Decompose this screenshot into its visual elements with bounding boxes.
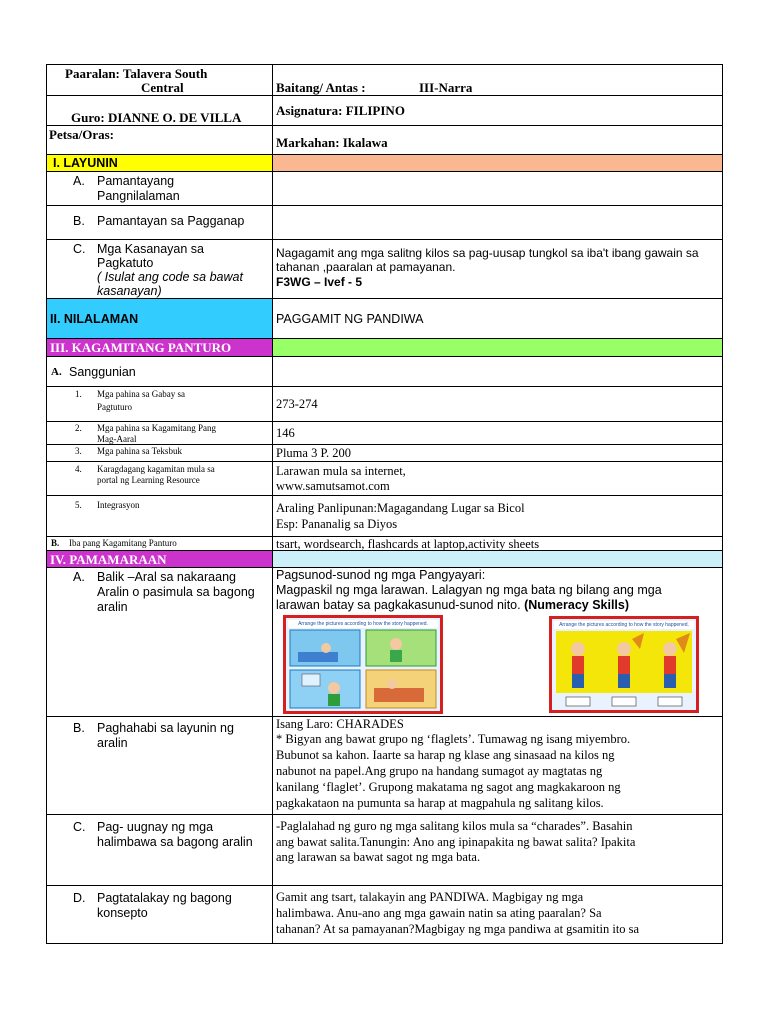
school-line1: Paaralan: Talavera South (65, 66, 208, 81)
sanggunian-mark: A. (51, 366, 62, 378)
layunin-c-line3: ( Isulat ang code sa bawat (97, 270, 243, 284)
layunin-c-value-line2: tahanan ,paaralan at pamayanan. (276, 260, 456, 274)
row-teacher (46, 95, 723, 125)
layunin-c-mark: C. (73, 242, 86, 256)
ref-5-label: Integrasyon (97, 500, 140, 510)
pag-uugnay-value-line3: ang larawan sa bawat sagot ng mga bata. (276, 850, 481, 864)
ref-4-label-line2: portal ng Learning Resource (97, 475, 200, 485)
ref-4-num: 4. (75, 464, 82, 474)
paghahabi-mark: B. (73, 721, 85, 735)
balik-aral-value-line1: Pagsunod-sunod ng mga Pangyayari: (276, 568, 486, 582)
balik-aral-mark: A. (73, 570, 85, 584)
layunin-a-line2: Pangnilalaman (97, 189, 180, 203)
competency-code: F3WG – Ivef - 5 (276, 275, 363, 289)
teacher-name: Guro: DIANNE O. DE VILLA (71, 110, 242, 125)
layunin-c-line1: Mga Kasanayan sa (97, 242, 205, 256)
row-balik-aral (46, 567, 723, 716)
section-title-nilalaman: II. NILALAMAN (50, 312, 139, 326)
sanggunian-label: Sanggunian (69, 365, 136, 379)
ref-5-value-line1: Araling Panlipunan:Magagandang Lugar sa Bicol (276, 501, 525, 515)
pag-uugnay-mark: C. (73, 820, 86, 834)
ref-1-value: 273-274 (276, 397, 318, 411)
balik-aral-line3: aralin (97, 600, 128, 614)
layunin-b-label: Pamantayan sa Pagganap (97, 214, 245, 228)
ref-4-label-line1: Karagdagang kagamitan mula sa (97, 464, 215, 474)
paghahabi-value-line2: * Bigyan ang bawat grupo ng ‘flaglets’. Tumawag ng isang miyembro. (276, 732, 631, 746)
pag-uugnay-line1: Pag- uugnay ng mga (97, 820, 214, 834)
image-1-caption: Arrange the pictures according to how the story happened. (288, 620, 438, 628)
row-layunin-b (46, 205, 723, 239)
row-ref-4 (46, 461, 723, 495)
paghahabi-line2: aralin (97, 736, 128, 750)
layunin-a-mark: A. (73, 174, 85, 188)
ref-5-num: 5. (75, 500, 82, 510)
quarter-label: Markahan: Ikalawa (276, 135, 388, 150)
row-pagtatalakay (46, 885, 723, 944)
layunin-c-line2: Pagkatuto (97, 256, 154, 270)
ref-2-label-line2: Mag-Aaral (97, 434, 137, 444)
row-school (46, 64, 723, 95)
layunin-c-line4: kasanayan) (97, 284, 162, 298)
ref-2-num: 2. (75, 423, 82, 433)
section-title-kagamitan: III. KAGAMITANG PANTURO (50, 340, 232, 355)
pagtatalakay-mark: D. (73, 891, 86, 905)
paghahabi-line1: Paghahabi sa layunin ng (97, 721, 234, 735)
paghahabi-value-line5: kanilang ‘flaglet’. Grupong makatama ng sagot ang magkakaroon ng (276, 780, 621, 794)
ref-2-label-line1: Mga pahina sa Kagamitang Pang (97, 423, 216, 433)
section-layunin (46, 154, 723, 171)
row-layunin-c (46, 239, 723, 298)
pag-uugnay-value-line1: -Paglalahad ng guro ng mga salitang kilos mula sa “charades”. Basahin (276, 819, 633, 833)
paghahabi-value-line6: pagkakataon na pumunta sa harap at magpahula ng salitang kilos. (276, 796, 604, 810)
pagtatalakay-value-line3: tahanan? At sa pamayanan?Magbigay ng mga pandiwa at gsamitin ito sa (276, 922, 640, 936)
pagtatalakay-value-line1: Gamit ang tsart, talakayin ang PANDIWA. Magbigay ng mga (276, 890, 584, 904)
layunin-a-line1: Pamantayang (97, 174, 175, 188)
row-paghahabi (46, 716, 723, 814)
paghahabi-value-line1: Isang Laro: CHARADES (276, 717, 404, 731)
story-panels-icon (286, 618, 440, 711)
iba-pang-value: tsart, wordsearch, flashcards at laptop,activity sheets (276, 537, 540, 550)
row-ref-3 (46, 444, 723, 461)
row-iba-pang-kagamitan (46, 536, 723, 550)
story-sequence-image-1 (283, 615, 443, 714)
story-sequence-image-2 (549, 616, 699, 713)
ref-4-value-line2: www.samutsamot.com (276, 479, 390, 493)
ref-3-value: Pluma 3 P. 200 (276, 446, 352, 460)
grade-value: III-Narra (419, 80, 473, 95)
nilalaman-value: PAGGAMIT NG PANDIWA (276, 312, 424, 326)
school-line2: Central (141, 80, 184, 95)
ref-3-label: Mga pahina sa Teksbuk (97, 446, 182, 456)
ref-4-value-line1: Larawan mula sa internet, (276, 464, 406, 478)
pag-uugnay-value-line2: ang bawat salita.Tanungin: Ano ang ipinapakita ng bawat salita? Ipakita (276, 835, 636, 849)
subject-label: Asignatura: FILIPINO (276, 103, 405, 118)
balik-aral-line1: Balik –Aral sa nakaraang (97, 570, 236, 584)
ref-3-num: 3. (75, 446, 82, 456)
balik-aral-value-line3-text: larawan batay sa pagkakasunud-sunod nito. (276, 598, 521, 612)
row-ref-1 (46, 386, 723, 421)
section-nilalaman (46, 298, 723, 338)
image-2-caption: Arrange the pictures according to how the story happened. (554, 621, 694, 629)
iba-pang-label: Iba pang Kagamitang Panturo (69, 538, 177, 548)
ref-1-num: 1. (75, 389, 82, 399)
ref-1-label-line1: Mga pahina sa Gabay sa (97, 389, 185, 399)
row-sanggunian (46, 356, 723, 386)
row-layunin-a (46, 171, 723, 205)
section-title-pamamaraan: IV. PAMAMARAAN (50, 552, 167, 567)
balik-aral-value-line3 (276, 598, 718, 614)
section-pamamaraan (46, 550, 723, 567)
section-kagamitan (46, 338, 723, 356)
layunin-c-value-line1: Nagagamit ang mga salitng kilos sa pag-uusap tungkol sa iba't ibang gawain sa (276, 246, 699, 260)
ref-1-label-line2: Pagtuturo (97, 402, 132, 412)
date-label: Petsa/Oras: (49, 127, 114, 142)
pag-uugnay-line2: halimbawa sa bagong aralin (97, 835, 253, 849)
ref-5-value-line2: Esp: Pananalig sa Diyos (276, 517, 398, 531)
layunin-b-mark: B. (73, 214, 85, 228)
grade-label: Baitang/ Antas : (276, 80, 366, 95)
numeracy-skills-tag: (Numeracy Skills) (524, 598, 630, 612)
pagtatalakay-line2: konsepto (97, 906, 148, 920)
ref-2-value: 146 (276, 426, 295, 440)
iba-pang-mark: B. (51, 538, 60, 548)
section-title-layunin: I. LAYUNIN (53, 156, 118, 170)
story-characters-icon (552, 619, 696, 710)
paghahabi-value-line3: Bubunot sa kahon. Iaarte sa harap ng klase ang sinasaad na kilos ng (276, 748, 615, 762)
row-date (46, 125, 723, 154)
balik-aral-value-line2: Magpaskil ng mga larawan. Lalagyan ng mga bata ng bilang ang mga (276, 583, 662, 597)
lesson-plan-table (46, 64, 723, 944)
row-pag-uugnay (46, 814, 723, 885)
row-ref-2 (46, 421, 723, 444)
pagtatalakay-value-line2: halimbawa. Anu-ano ang mga gawain natin sa ating paaralan? Sa (276, 906, 602, 920)
pagtatalakay-line1: Pagtatalakay ng bagong (97, 891, 232, 905)
row-ref-5 (46, 495, 723, 536)
balik-aral-line2: Aralin o pasimula sa bagong (97, 585, 255, 599)
paghahabi-value-line4: nabunot na papel.Ang grupo na handang sumagot ay magtatas ng (276, 764, 603, 778)
